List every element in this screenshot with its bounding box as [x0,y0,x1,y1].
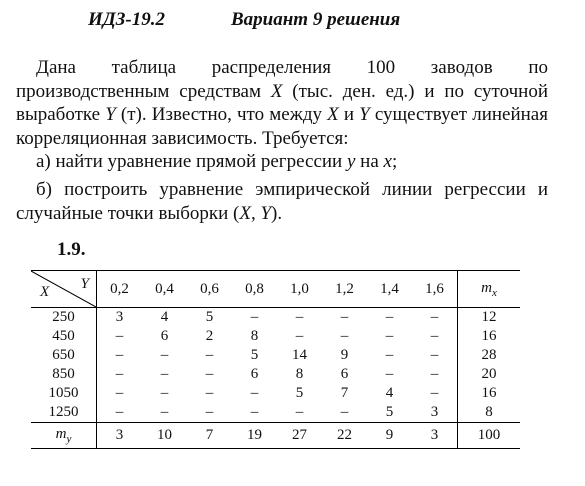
frequency-cell: – [385,366,394,382]
table-row [31,346,520,365]
y-header-cell: 1,6 [412,271,458,308]
frequency-cell: – [385,347,394,363]
frequency-cell: – [340,309,349,325]
my-value-cell: 19 [232,423,277,449]
mx-value-cell: 20 [458,365,521,384]
table-footer-row [31,423,520,449]
frequency-cell: – [250,309,259,325]
mx-value-cell: 28 [458,346,521,365]
frequency-cell: 5 [295,385,304,401]
my-value-cell: 3 [412,423,458,449]
x-value-cell: 250 [31,308,97,328]
corner-y-label: Y [80,276,89,292]
frequency-cell: – [187,403,232,423]
frequency-cell: – [385,328,394,344]
x-value-cell: 850 [31,365,97,384]
my-value-cell: 9 [367,423,412,449]
frequency-cell: 3 [115,309,124,325]
frequency-cell: 9 [340,347,349,363]
frequency-cell: 4 [385,385,394,401]
my-value-cell: 10 [142,423,187,449]
frequency-cell: – [430,328,439,344]
y-header-cell: 1,0 [277,271,322,308]
table-corner-cell [31,271,97,308]
frequency-cell: 5 [205,309,214,325]
frequency-cell: – [205,347,214,363]
y-header-cell: 1,2 [322,271,367,308]
frequency-cell: – [250,385,259,401]
frequency-cell: – [160,347,169,363]
frequency-cell: 3 [412,403,458,423]
frequency-cell: – [430,347,439,363]
frequency-cell: – [430,385,439,401]
mx-value-cell: 12 [458,308,521,328]
problem-statement: Дана таблица распределения 100 заводов по производственным средствам X (тыс. ден. ед.) и по суточной выработке Y (т). Известно, что между X и Y существует линейная корреляционная зависимость. Требуется: [16,57,548,149]
mx-value-cell: 8 [458,403,521,423]
frequency-cell: – [322,403,367,423]
frequency-cell: – [205,366,214,382]
my-value-cell: 27 [277,423,322,449]
table-row [31,403,520,423]
frequency-cell: – [160,385,169,401]
y-header-cell: 1,4 [367,271,412,308]
corner-x-label: X [40,284,50,300]
frequency-cell: – [430,366,439,382]
task-a: а) найти уравнение прямой регрессии y на x; [36,151,398,172]
table-header-row [31,271,520,308]
frequency-cell: – [142,403,187,423]
frequency-cell: 4 [160,309,169,325]
y-header-cell: 0,6 [187,271,232,308]
table-row [31,308,520,328]
y-header-cell: 0,8 [232,271,277,308]
frequency-cell: – [277,403,322,423]
total-cell: 100 [458,423,521,449]
correlation-table [31,270,520,449]
my-value-cell: 22 [322,423,367,449]
table-row [31,365,520,384]
frequency-cell: 2 [205,328,214,344]
frequency-cell: – [115,328,124,344]
y-header-cell: 0,4 [142,271,187,308]
problem-number: 1.9. [57,239,86,260]
mx-value-cell: 16 [458,384,521,403]
frequency-cell: – [295,328,304,344]
frequency-cell: 5 [250,347,259,363]
y-header-cell: 0,2 [97,271,143,308]
variant-title: Вариант 9 решения [231,9,401,30]
document-header [0,9,585,33]
frequency-cell: 6 [250,366,259,382]
x-value-cell: 1250 [31,403,97,423]
x-value-cell: 1050 [31,384,97,403]
frequency-cell: – [385,309,394,325]
frequency-cell: 7 [340,385,349,401]
frequency-cell: – [160,366,169,382]
frequency-cell: – [115,347,124,363]
table-row [31,327,520,346]
frequency-cell: 8 [295,366,304,382]
task-b: б) построить уравнение эмпирической линии регрессии и случайные точки выборки (X, Y). [16,179,548,224]
frequency-cell: – [115,366,124,382]
mx-header-cell: $m_x$ [458,271,521,308]
frequency-cell: – [97,403,143,423]
frequency-cell: – [430,309,439,325]
frequency-cell: – [115,385,124,401]
my-value-cell: 3 [97,423,143,449]
my-value-cell: 7 [187,423,232,449]
frequency-cell: 6 [340,366,349,382]
frequency-cell: – [232,403,277,423]
frequency-cell: – [340,328,349,344]
x-value-cell: 650 [31,346,97,365]
frequency-cell: 5 [367,403,412,423]
my-label-cell: $m_y$ [31,423,97,449]
assignment-code: ИДЗ-19.2 [88,9,166,30]
frequency-cell: 8 [250,328,259,344]
mx-value-cell: 16 [458,327,521,346]
frequency-cell: – [295,309,304,325]
frequency-cell: 6 [160,328,169,344]
x-value-cell: 450 [31,327,97,346]
table-row [31,384,520,403]
frequency-cell: 14 [292,347,307,363]
frequency-cell: – [205,385,214,401]
